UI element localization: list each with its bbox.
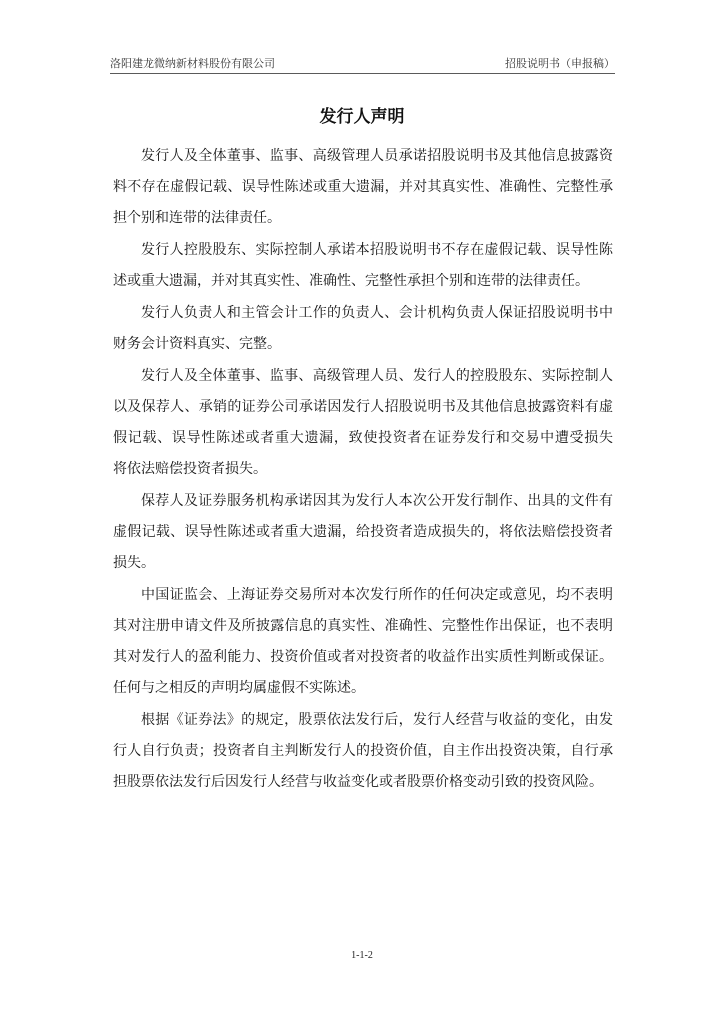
statement-paragraph-7 [113, 705, 613, 798]
paragraph-line: 述或重大遗漏，并对其真实性、准确性、完整性承担个别和连带的法律责任。 [113, 274, 589, 289]
paragraph-line: 发行人控股股东、实际控制人承诺本招股说明书不存在虚假记载、误导性陈 [141, 243, 613, 258]
page-number: 1-1-2 [351, 950, 373, 961]
paragraph-line: 担股票依法发行后因发行人经营与收益变化或者股票价格变动引致的投资风险。 [113, 775, 603, 790]
paragraph-line: 根据《证券法》的规定，股票依法发行后，发行人经营与收益的变化，由发 [141, 713, 613, 728]
paragraph-line: 财务会计资料真实、完整。 [113, 337, 281, 352]
header-company-name: 洛阳建龙微纳新材料股份有限公司 [110, 58, 275, 70]
paragraph-line: 其对发行人的盈利能力、投资价值或者对投资者的收益作出实质性判断或保证。 [113, 650, 613, 665]
paragraph-line: 假记载、误导性陈述或者重大遗漏，致使投资者在证券发行和交易中遭受损失 [113, 431, 613, 446]
paragraph-line: 中国证监会、上海证券交易所对本次发行所作的任何决定或意见，均不表明 [141, 588, 613, 603]
paragraph-line: 行人自行负责；投资者自主判断发行人的投资价值，自主作出投资决策，自行承 [113, 744, 613, 759]
paragraph-line: 损失。 [113, 556, 155, 571]
paragraph-line: 发行人负责人和主管会计工作的负责人、会计机构负责人保证招股说明书中 [141, 306, 613, 321]
statement-paragraph-6 [113, 580, 613, 704]
statement-paragraph-4 [113, 361, 613, 485]
paragraph-line: 虚假记载、误导性陈述或者重大遗漏，给投资者造成损失的，将依法赔偿投资者 [113, 525, 613, 540]
page-title: 发行人声明 [319, 107, 405, 126]
paragraph-line: 发行人及全体董事、监事、高级管理人员承诺招股说明书及其他信息披露资 [141, 149, 613, 164]
statement-paragraph-2 [113, 235, 613, 297]
page-header [110, 56, 615, 74]
paragraph-line: 保荐人及证券服务机构承诺因其为发行人本次公开发行制作、出具的文件有 [141, 494, 613, 509]
statement-paragraph-3 [113, 298, 613, 360]
header-document-title: 招股说明书（申报稿） [505, 58, 615, 70]
paragraph-line: 其对注册申请文件及所披露信息的真实性、准确性、完整性作出保证，也不表明 [113, 619, 613, 634]
statement-paragraph-1 [113, 141, 613, 234]
paragraph-line: 以及保荐人、承销的证券公司承诺因发行人招股说明书及其他信息披露资料有虚 [113, 400, 613, 415]
paragraph-line: 任何与之相反的声明均属虚假不实陈述。 [113, 681, 365, 696]
statement-paragraph-5 [113, 486, 613, 579]
statement-body [113, 141, 613, 799]
paragraph-line: 发行人及全体董事、监事、高级管理人员、发行人的控股股东、实际控制人 [141, 369, 613, 384]
paragraph-line: 担个别和连带的法律责任。 [113, 211, 281, 226]
paragraph-line: 料不存在虚假记载、误导性陈述或重大遗漏，并对其真实性、准确性、完整性承 [113, 180, 613, 195]
paragraph-line: 将依法赔偿投资者损失。 [113, 462, 267, 477]
